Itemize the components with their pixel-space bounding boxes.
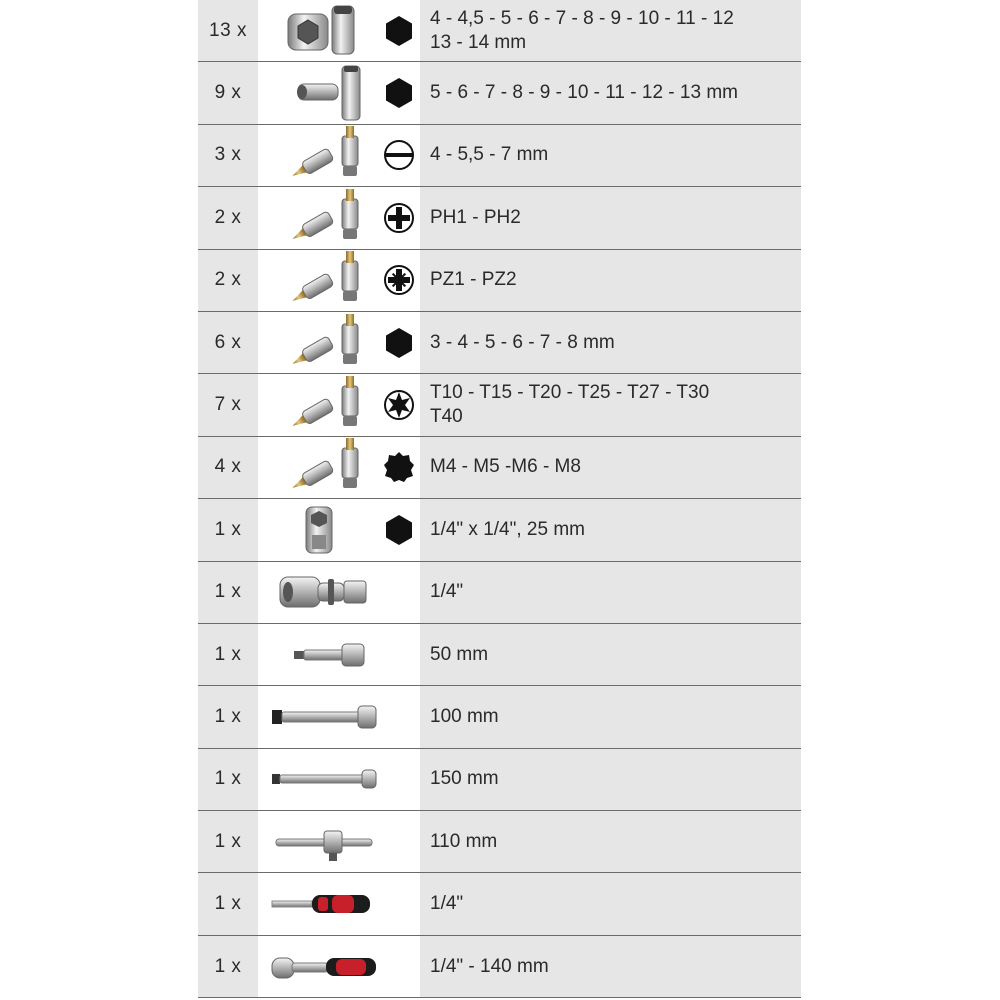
torx-profile-icon [378, 376, 420, 434]
description-line: 150 mm [430, 768, 499, 790]
hex-profile-icon [378, 64, 420, 122]
image-cell [258, 374, 420, 435]
image-cell [258, 811, 420, 872]
description-cell [420, 936, 801, 997]
ratchet-icon [258, 938, 378, 996]
table-row [198, 250, 801, 312]
description-cell [420, 0, 801, 61]
quantity-cell: 1 x [198, 624, 258, 685]
image-cell [258, 936, 420, 997]
table-row [198, 936, 801, 998]
description-cell [420, 624, 801, 685]
hex-profile-icon [378, 2, 420, 60]
description-line: 4 - 5,5 - 7 mm [430, 144, 549, 166]
parts-table [198, 0, 801, 998]
description-cell [420, 686, 801, 747]
quantity-cell: 9 x [198, 62, 258, 123]
phillips-profile-icon [378, 189, 420, 247]
table-row [198, 749, 801, 811]
bit-adapter-icon [258, 501, 378, 559]
description-line: 1/4" - 140 mm [430, 955, 549, 977]
description-cell [420, 499, 801, 560]
description-cell [420, 250, 801, 311]
image-cell [258, 62, 420, 123]
screwdriver-handle-icon [258, 875, 378, 933]
description-cell [420, 437, 801, 498]
empty-profile-slot [378, 688, 420, 746]
quantity-cell: 1 x [198, 499, 258, 560]
spline-profile-icon [378, 438, 420, 496]
table-row [198, 0, 801, 62]
socket-pair-icon [258, 2, 378, 60]
quantity-cell: 3 x [198, 125, 258, 186]
table-row [198, 499, 801, 561]
quantity-cell: 1 x [198, 811, 258, 872]
empty-profile-slot [378, 563, 420, 621]
slotted-profile-icon [378, 126, 420, 184]
description-line: T10 - T15 - T20 - T25 - T27 - T30 [430, 382, 710, 404]
description-cell [420, 374, 801, 435]
description-line: 4 - 4,5 - 5 - 6 - 7 - 8 - 9 - 10 - 11 - 12 [430, 7, 734, 29]
quantity-cell: 6 x [198, 312, 258, 373]
extension-short-icon [258, 626, 378, 684]
deep-socket-icon [258, 64, 378, 122]
table-row [198, 811, 801, 873]
image-cell [258, 437, 420, 498]
bit-socket-icon [258, 314, 378, 372]
image-cell [258, 873, 420, 934]
hex-profile-icon [378, 501, 420, 559]
table-row [198, 562, 801, 624]
description-line: 3 - 4 - 5 - 6 - 7 - 8 mm [430, 331, 615, 353]
description-cell [420, 62, 801, 123]
image-cell [258, 749, 420, 810]
extension-medium-icon [258, 688, 378, 746]
empty-profile-slot [378, 813, 420, 871]
description-cell [420, 125, 801, 186]
table-row [198, 374, 801, 436]
quantity-cell: 2 x [198, 250, 258, 311]
image-cell [258, 187, 420, 248]
image-cell [258, 686, 420, 747]
description-line: 110 mm [430, 830, 498, 852]
hex-profile-icon [378, 314, 420, 372]
image-cell [258, 250, 420, 311]
image-cell [258, 312, 420, 373]
table-row [198, 624, 801, 686]
bit-socket-icon [258, 126, 378, 184]
description-cell [420, 562, 801, 623]
quantity-cell: 1 x [198, 562, 258, 623]
image-cell [258, 499, 420, 560]
empty-profile-slot [378, 750, 420, 808]
table-row [198, 62, 801, 124]
description-cell [420, 312, 801, 373]
quantity-cell: 7 x [198, 374, 258, 435]
image-cell [258, 0, 420, 61]
image-cell [258, 562, 420, 623]
description-line: 1/4" x 1/4", 25 mm [430, 518, 585, 540]
description-line: 100 mm [430, 705, 499, 727]
table-row [198, 686, 801, 748]
description-line: PZ1 - PZ2 [430, 269, 517, 291]
description-line: T40 [430, 406, 463, 428]
description-cell [420, 187, 801, 248]
bit-socket-icon [258, 376, 378, 434]
image-cell [258, 624, 420, 685]
description-cell [420, 873, 801, 934]
table-row [198, 873, 801, 935]
description-cell [420, 749, 801, 810]
description-line: M4 - M5 -M6 - M8 [430, 456, 581, 478]
bit-socket-icon [258, 251, 378, 309]
pozidriv-profile-icon [378, 251, 420, 309]
description-line: PH1 - PH2 [430, 206, 521, 228]
table-row [198, 312, 801, 374]
empty-profile-slot [378, 626, 420, 684]
quantity-cell: 1 x [198, 749, 258, 810]
description-line: 13 - 14 mm [430, 31, 527, 53]
quantity-cell: 4 x [198, 437, 258, 498]
t-handle-icon [258, 813, 378, 871]
quantity-cell: 1 x [198, 936, 258, 997]
bit-socket-icon [258, 438, 378, 496]
description-line: 50 mm [430, 643, 489, 665]
quantity-cell: 2 x [198, 187, 258, 248]
empty-profile-slot [378, 875, 420, 933]
table-row [198, 437, 801, 499]
description-line: 1/4" [430, 893, 464, 915]
table-row [198, 187, 801, 249]
description-line: 5 - 6 - 7 - 8 - 9 - 10 - 11 - 12 - 13 mm [430, 82, 738, 104]
image-cell [258, 125, 420, 186]
extension-long-icon [258, 750, 378, 808]
quantity-cell: 1 x [198, 873, 258, 934]
universal-joint-icon [258, 563, 378, 621]
quantity-cell: 13 x [198, 0, 258, 61]
empty-profile-slot [378, 938, 420, 996]
bit-socket-icon [258, 189, 378, 247]
quantity-cell: 1 x [198, 686, 258, 747]
description-cell [420, 811, 801, 872]
table-row [198, 125, 801, 187]
description-line: 1/4" [430, 581, 464, 603]
